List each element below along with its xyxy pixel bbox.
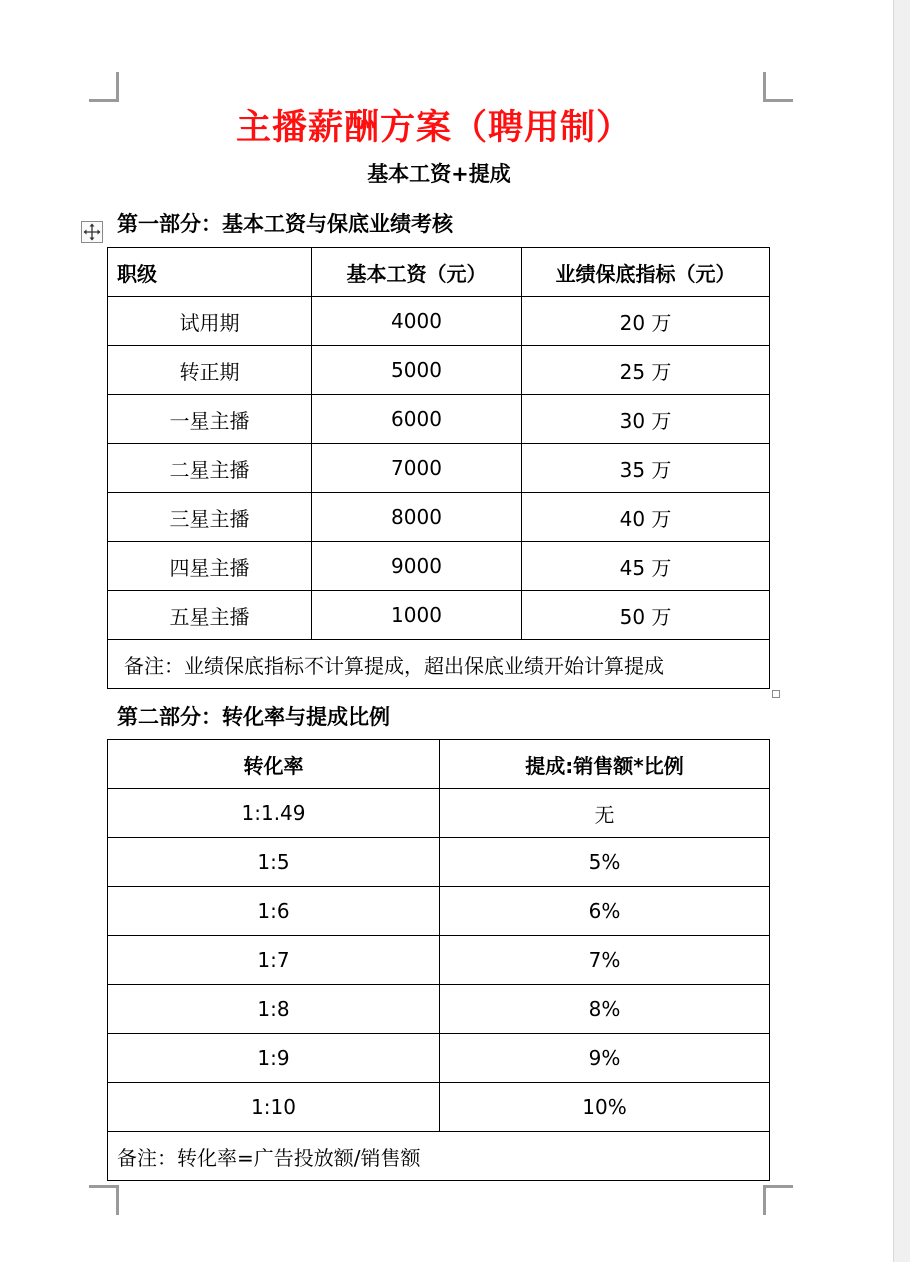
document-subtitle: 基本工资+提成 [367, 162, 511, 186]
cell-base-salary: 1000 [312, 591, 522, 640]
section2-note: 备注：转化率=广告投放额/销售额 [108, 1132, 770, 1181]
move-icon [82, 227, 102, 246]
crop-mark-top-left [89, 72, 119, 102]
cell-level: 二星主播 [108, 444, 312, 493]
cell-commission: 9% [440, 1034, 770, 1083]
cell-commission: 10% [440, 1083, 770, 1132]
table-row [108, 346, 770, 395]
crop-mark-bottom-left [89, 1185, 119, 1215]
table-row [108, 838, 770, 887]
table-row [108, 936, 770, 985]
cell-conversion-rate: 1:10 [108, 1083, 440, 1132]
cell-conversion-rate: 1:5 [108, 838, 440, 887]
cell-min-target: 35 万 [522, 444, 770, 493]
crop-mark-top-right [763, 72, 793, 102]
table-row [108, 789, 770, 838]
col-header-level: 职级 [108, 248, 312, 297]
cell-level: 一星主播 [108, 395, 312, 444]
table-row [108, 1083, 770, 1132]
cell-level: 转正期 [108, 346, 312, 395]
cell-min-target: 50 万 [522, 591, 770, 640]
cell-level: 五星主播 [108, 591, 312, 640]
cell-min-target: 30 万 [522, 395, 770, 444]
cell-conversion-rate: 1:8 [108, 985, 440, 1034]
table-header-row [108, 248, 770, 297]
cell-level: 四星主播 [108, 542, 312, 591]
commission-table [107, 739, 770, 1181]
cell-base-salary: 9000 [312, 542, 522, 591]
crop-mark-bottom-right [763, 1185, 793, 1215]
cell-conversion-rate: 1:7 [108, 936, 440, 985]
document-title: 主播薪酬方案（聘用制） [235, 108, 632, 148]
cell-base-salary: 6000 [312, 395, 522, 444]
table-row [108, 493, 770, 542]
cell-base-salary: 7000 [312, 444, 522, 493]
table-row [108, 395, 770, 444]
cell-conversion-rate: 1:6 [108, 887, 440, 936]
table-row [108, 444, 770, 493]
section2-heading: 第二部分：转化率与提成比例 [117, 705, 390, 729]
cell-base-salary: 5000 [312, 346, 522, 395]
cell-base-salary: 4000 [312, 297, 522, 346]
section1-heading: 第一部分：基本工资与保底业绩考核 [117, 212, 453, 236]
cell-conversion-rate: 1:9 [108, 1034, 440, 1083]
table-row [108, 887, 770, 936]
table-resize-handle[interactable] [772, 690, 780, 698]
table-row [108, 297, 770, 346]
col-header-conversion-rate: 转化率 [108, 740, 440, 789]
cell-min-target: 40 万 [522, 493, 770, 542]
section1-note: 备注：业绩保底指标不计算提成，超出保底业绩开始计算提成 [108, 640, 770, 689]
table-row [108, 542, 770, 591]
cell-level: 三星主播 [108, 493, 312, 542]
cell-commission: 7% [440, 936, 770, 985]
cell-commission: 6% [440, 887, 770, 936]
cell-commission: 5% [440, 838, 770, 887]
table-row [108, 591, 770, 640]
cell-min-target: 25 万 [522, 346, 770, 395]
note-row [108, 1132, 770, 1181]
cell-level: 试用期 [108, 297, 312, 346]
cell-commission: 无 [440, 789, 770, 838]
note-row [108, 640, 770, 689]
cell-base-salary: 8000 [312, 493, 522, 542]
col-header-commission: 提成:销售额*比例 [440, 740, 770, 789]
window-edge [893, 0, 910, 1262]
salary-table [107, 247, 770, 689]
table-move-handle[interactable] [81, 221, 103, 243]
cell-conversion-rate: 1:1.49 [108, 789, 440, 838]
col-header-min-target: 业绩保底指标（元） [522, 248, 770, 297]
cell-commission: 8% [440, 985, 770, 1034]
col-header-base-salary: 基本工资（元） [312, 248, 522, 297]
cell-min-target: 45 万 [522, 542, 770, 591]
cell-min-target: 20 万 [522, 297, 770, 346]
table-row [108, 985, 770, 1034]
table-header-row [108, 740, 770, 789]
table-row [108, 1034, 770, 1083]
